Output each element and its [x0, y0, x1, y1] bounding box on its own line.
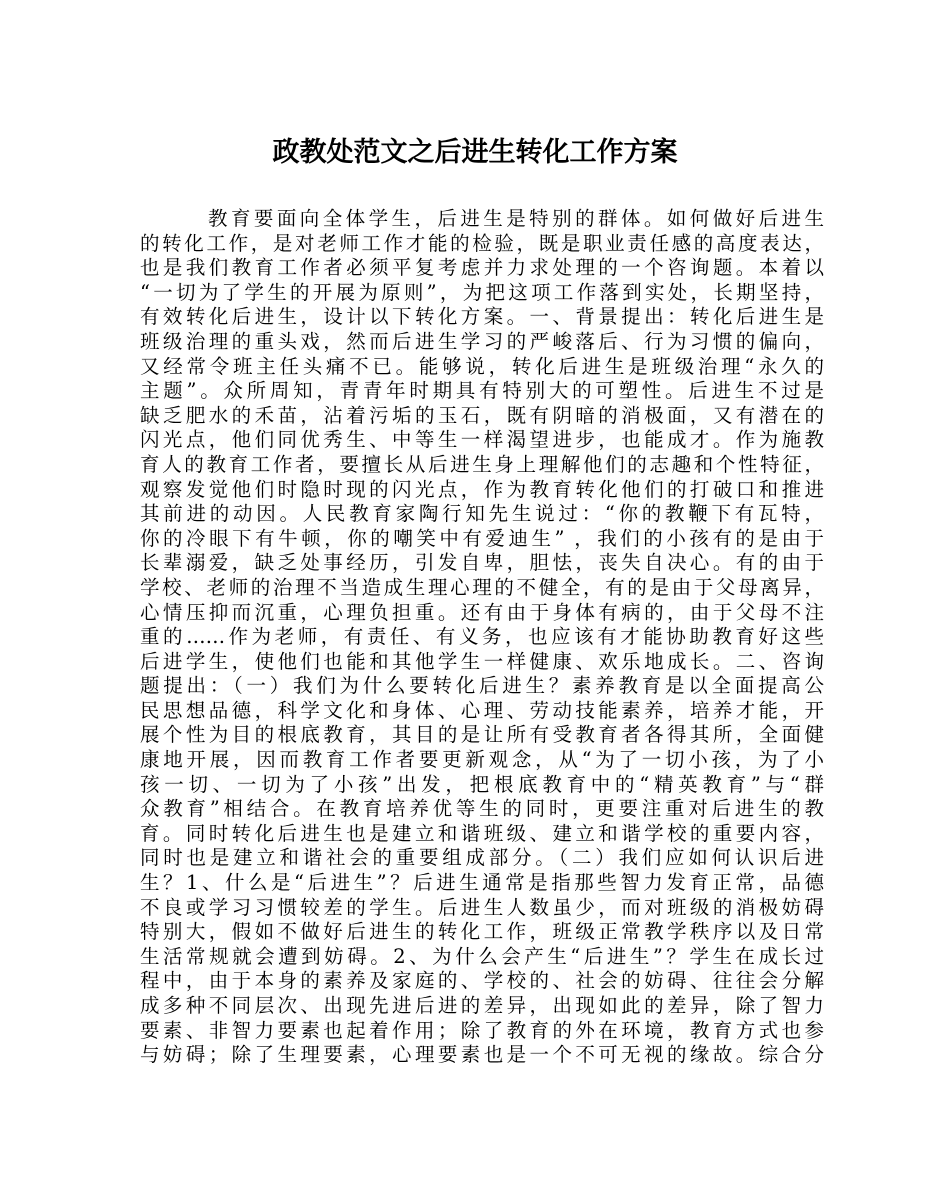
text-line: 主题”。众所周知，青青年时期具有特别大的可塑性。后进生不过是 [140, 379, 824, 403]
text-line: 民思想品德，科学文化和身体、心理、劳动技能素养，培养才能，开 [140, 698, 824, 722]
body-paragraph [140, 207, 824, 1068]
text-line: 班级治理的重头戏，然而后进生学习的严峻落后、行为习惯的偏向， [140, 329, 824, 353]
text-line: 学校、老师的治理不当造成生理心理的不健全，有的是由于父母离异， [140, 575, 824, 599]
text-line: 生？1、什么是“后进生”？后进生通常是指那些智力发育正常，品德 [140, 871, 824, 895]
text-line: 观察发觉他们时隐时现的闪光点，作为教育转化他们的打破口和推进 [140, 477, 824, 501]
text-line: 重的……作为老师，有责任、有义务，也应该有才能协助教育好这些 [140, 625, 824, 649]
text-line: 你的冷眼下有牛顿，你的嘲笑中有爱迪生” ，我们的小孩有的是由于 [140, 526, 824, 550]
text-line: 特别大，假如不做好后进生的转化工作，班级正常教学秩序以及日常 [140, 920, 824, 944]
text-line: 的转化工作，是对老师工作才能的检验，既是职业责任感的高度表达， [140, 231, 824, 255]
text-line: 闪光点，他们同优秀生、中等生一样渴望进步，也能成才。作为施教 [140, 428, 824, 452]
text-line: 也是我们教育工作者必须平复考虑并力求处理的一个咨询题。本着以 [140, 256, 824, 280]
text-line: 不良或学习习惯较差的学生。后进生人数虽少，而对班级的消极妨碍 [140, 895, 824, 919]
document-title: 政教处范文之后进生转化工作方案 [272, 137, 678, 168]
text-line: 程中，由于本身的素养及家庭的、学校的、社会的妨碍、往往会分解 [140, 969, 824, 993]
text-line: 孩一切、一切为了小孩”出发，把根底教育中的“精英教育”与“群 [140, 772, 824, 796]
text-line: 成多种不同层次、出现先进后进的差异，出现如此的差异，除了智力 [140, 994, 824, 1017]
text-line: 同时也是建立和谐社会的重要组成部分。（二）我们应如何认识后进 [140, 846, 824, 870]
text-line: 育人的教育工作者，要擅长从后进生身上理解他们的志趣和个性特征， [140, 452, 824, 476]
text-line: 众教育”相结合。在教育培养优等生的同时，更要注重对后进生的教 [140, 797, 824, 821]
text-line: 又经常令班主任头痛不已。能够说，转化后进生是班级治理“永久的 [140, 354, 824, 378]
text-line: “一切为了学生的开展为原则”，为把这项工作落到实处，长期坚持， [140, 280, 824, 304]
text-line: 育。同时转化后进生也是建立和谐班级、建立和谐学校的重要内容， [140, 821, 824, 845]
text-line: 缺乏肥水的禾苗，沾着污垢的玉石，既有阴暗的消极面，又有潜在的 [140, 403, 824, 427]
text-line: 康地开展，因而教育工作者要更新观念，从“为了一切小孩，为了小 [140, 748, 824, 772]
text-line: 后进学生，使他们也能和其他学生一样健康、欢乐地成长。二、咨询 [140, 649, 824, 673]
text-line: 题提出：（一）我们为什么要转化后进生？素养教育是以全面提高公 [140, 674, 824, 698]
text-line: 教育要面向全体学生，后进生是特别的群体。如何做好后进生 [208, 207, 824, 230]
text-line: 有效转化后进生，设计以下转化方案。一、背景提出：转化后进生是 [140, 305, 824, 329]
text-line: 展个性为目的根底教育，其目的是让所有受教育者各得其所，全面健 [140, 723, 824, 747]
text-line: 长辈溺爱，缺乏处事经历，引发自卑，胆怯，丧失自决心。有的由于 [140, 551, 824, 575]
text-line: 生活常规就会遭到妨碍。2、为什么会产生“后进生”？学生在成长过 [140, 944, 824, 968]
text-line: 与妨碍；除了生理要素，心理要素也是一个不可无视的缘故。综合分 [140, 1043, 824, 1067]
text-line: 要素、非智力要素也起着作用；除了教育的外在环境，教育方式也参 [140, 1018, 824, 1042]
text-line: 心情压抑而沉重，心理负担重。还有由于身体有病的，由于父母不注 [140, 600, 824, 624]
text-line: 其前进的动因。人民教育家陶行知先生说过：“你的教鞭下有瓦特， [140, 502, 824, 526]
